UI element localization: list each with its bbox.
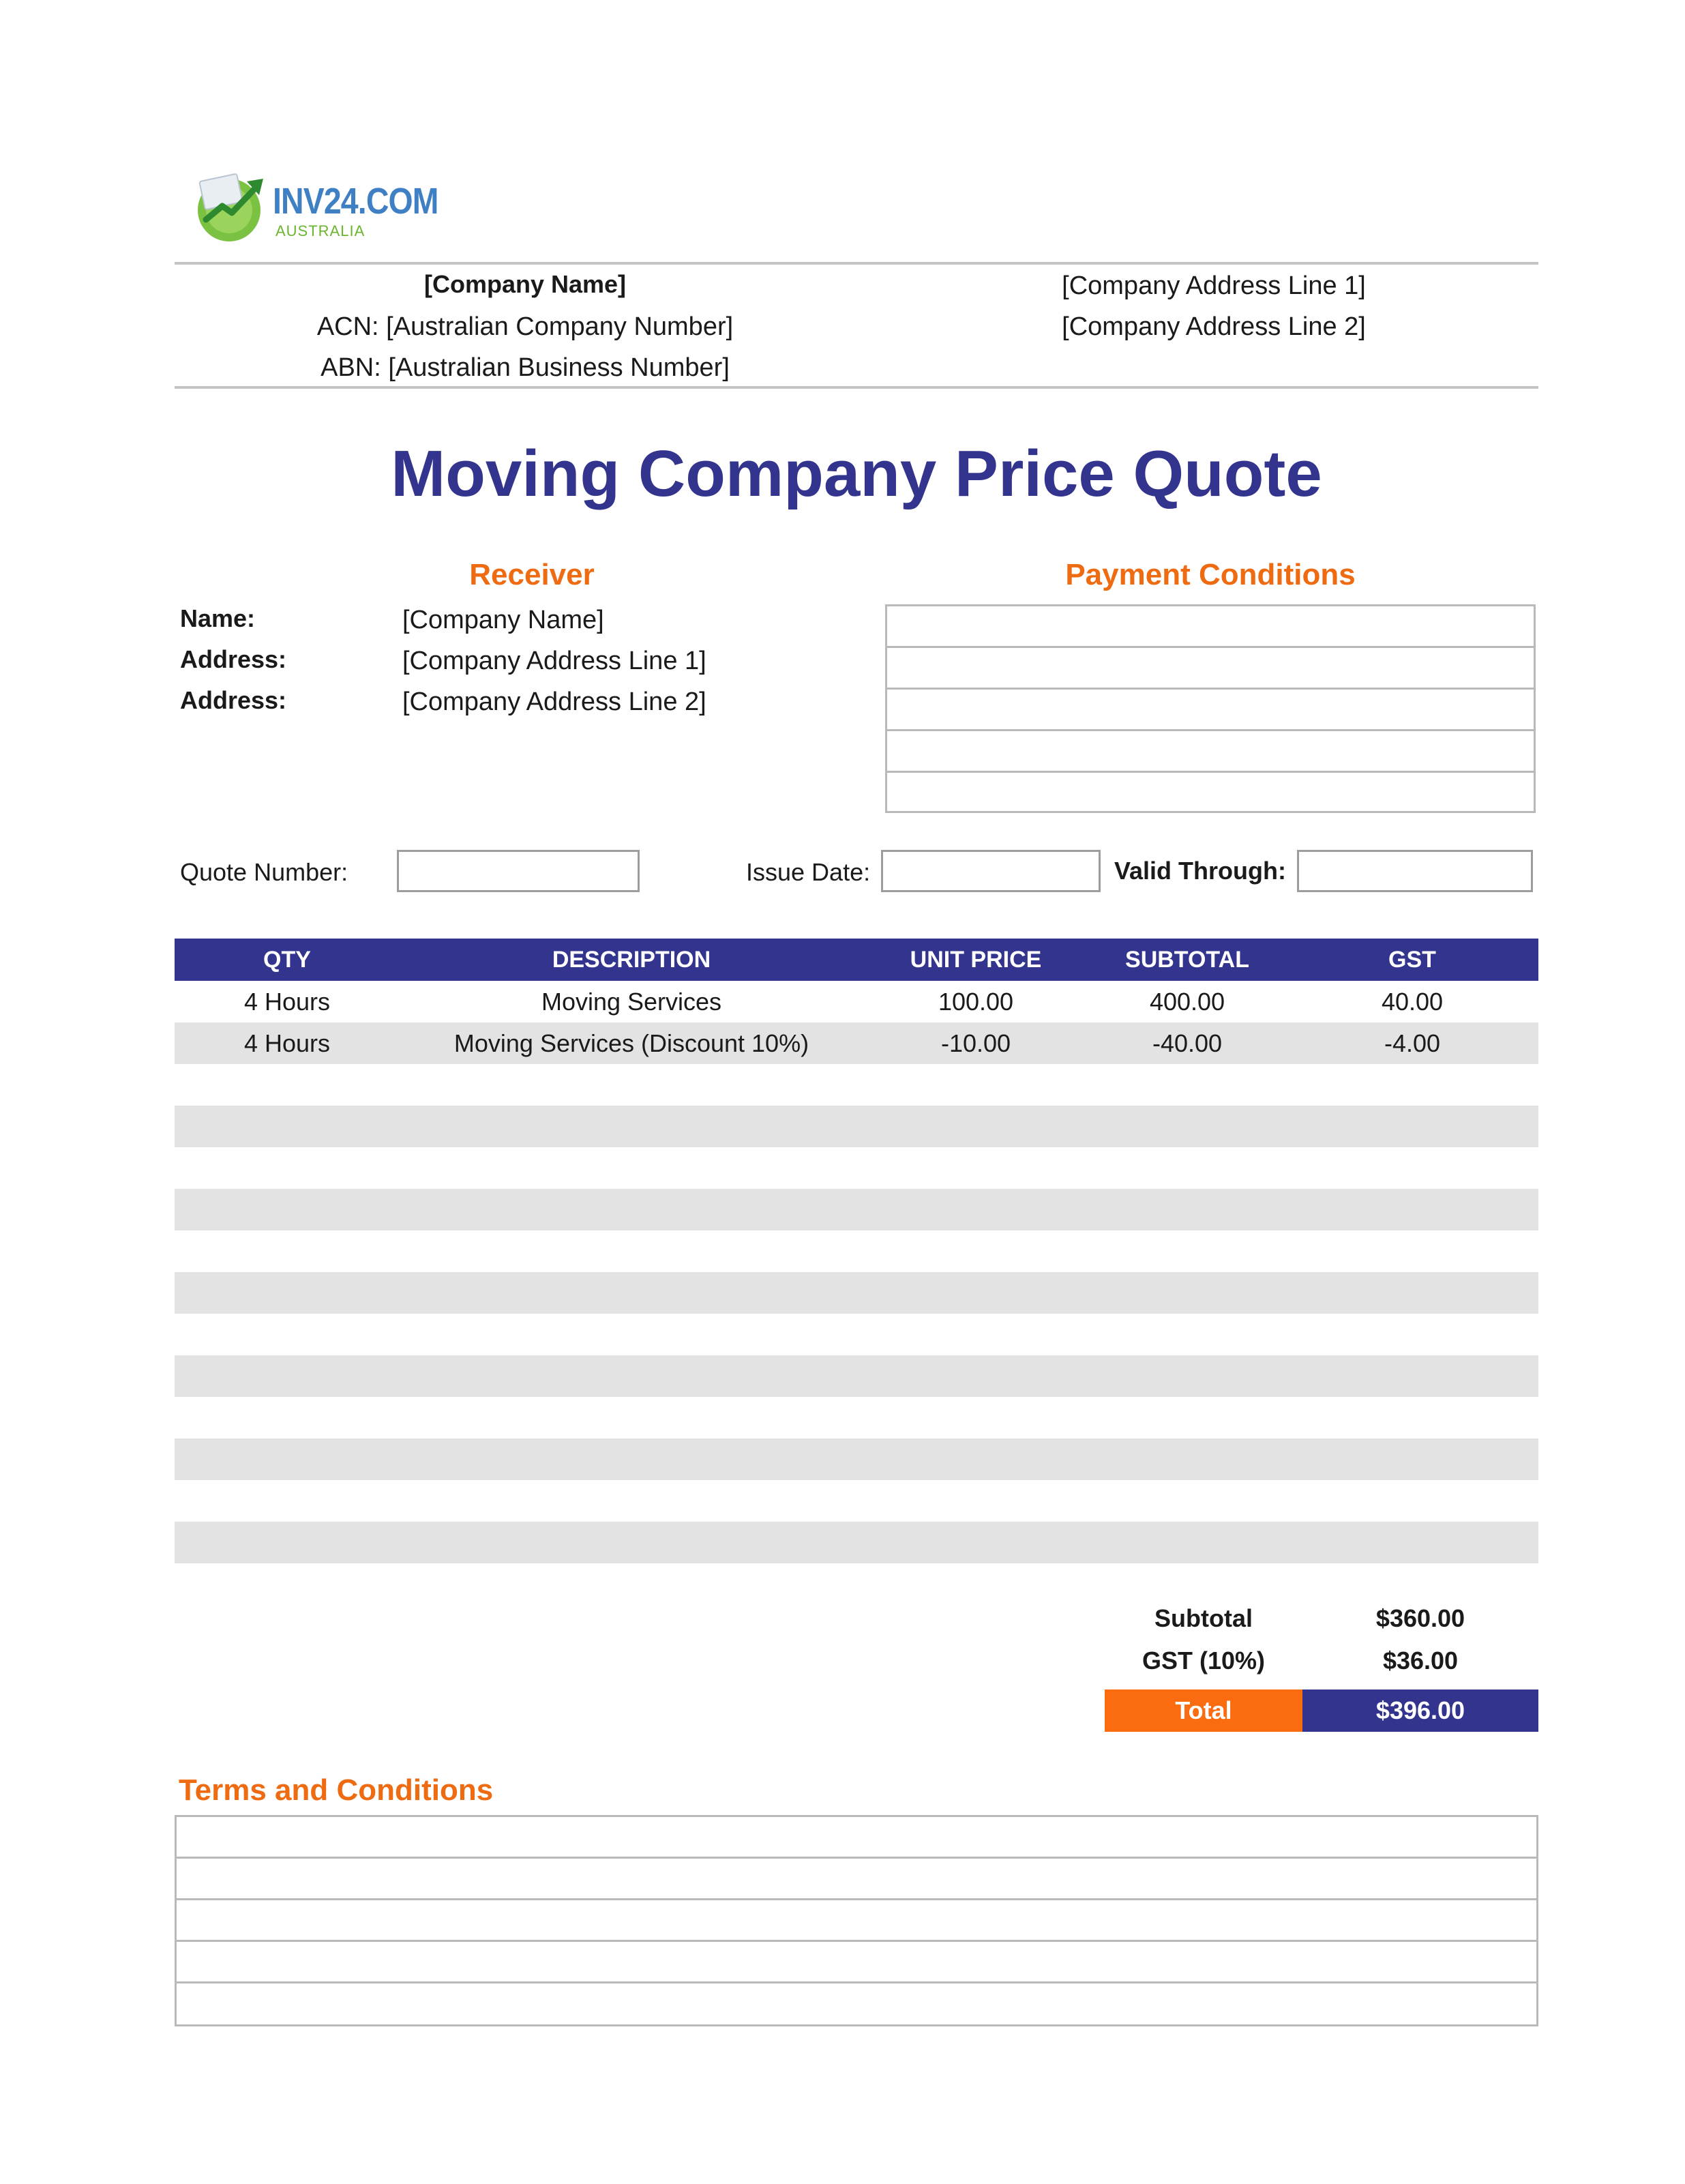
- cell-gst: 40.00: [1381, 988, 1444, 1016]
- table-row: [175, 981, 1538, 1022]
- table-row-empty: [175, 1480, 1538, 1522]
- terms-row[interactable]: [177, 1817, 1536, 1859]
- receiver-name-value: [Company Name]: [402, 606, 604, 634]
- payment-conditions-row[interactable]: [887, 606, 1534, 648]
- column-header-gst: GST: [1388, 947, 1436, 973]
- total-value: $396.00: [1302, 1689, 1538, 1732]
- cell-description: Moving Services: [541, 988, 722, 1016]
- items-table-header: [175, 939, 1538, 981]
- company-logo: [192, 171, 438, 246]
- cell-gst: -4.00: [1384, 1029, 1441, 1057]
- table-row-empty: [175, 1147, 1538, 1189]
- logo-subtitle: AUSTRALIA: [275, 222, 366, 239]
- column-header-qty: QTY: [263, 947, 311, 973]
- issue-date-label: Issue Date:: [746, 858, 871, 886]
- receiver-address1-label: Address:: [180, 645, 287, 673]
- company-address-line-2: [Company Address Line 2]: [1062, 312, 1366, 341]
- terms-row[interactable]: [177, 1900, 1536, 1942]
- cell-description: Moving Services (Discount 10%): [453, 1029, 809, 1057]
- table-row-empty: [175, 1438, 1538, 1480]
- page-title: Moving Company Price Quote: [391, 437, 1322, 510]
- company-acn: ACN: [Australian Company Number]: [316, 312, 734, 341]
- total-label: Total: [1105, 1689, 1302, 1732]
- table-row-empty: [175, 1230, 1538, 1272]
- table-row-empty: [175, 1522, 1538, 1563]
- cell-qty: 4 Hours: [243, 1029, 331, 1057]
- terms-row[interactable]: [177, 1859, 1536, 1900]
- payment-conditions-box: [885, 604, 1536, 813]
- table-row-empty: [175, 1189, 1538, 1230]
- table-row-empty: [175, 1106, 1538, 1147]
- quote-number-field[interactable]: [397, 850, 640, 892]
- payment-conditions-heading: Payment Conditions: [1065, 558, 1356, 591]
- logo-wordmark: INV24.COM: [273, 181, 438, 222]
- company-name: [Company Name]: [423, 270, 627, 298]
- cell-unit-price: -10.00: [940, 1029, 1011, 1057]
- valid-through-label: Valid Through:: [1114, 857, 1286, 885]
- subtotal-value: $360.00: [1375, 1604, 1465, 1632]
- terms-row[interactable]: [177, 1983, 1536, 2025]
- cell-subtotal: -40.00: [1152, 1029, 1223, 1057]
- terms-row[interactable]: [177, 1942, 1536, 1983]
- column-header-subtotal: SUBTOTAL: [1125, 947, 1249, 973]
- cell-subtotal: 400.00: [1149, 988, 1225, 1016]
- header-divider-top: [175, 262, 1538, 265]
- table-row-empty: [175, 1355, 1538, 1397]
- payment-conditions-row[interactable]: [887, 690, 1534, 731]
- issue-date-field[interactable]: [881, 850, 1101, 892]
- subtotal-label: Subtotal: [1154, 1604, 1253, 1632]
- table-row-empty: [175, 1314, 1538, 1355]
- payment-conditions-row[interactable]: [887, 731, 1534, 773]
- gst-label: GST (10%): [1142, 1647, 1266, 1674]
- table-row: [175, 1022, 1538, 1064]
- receiver-address2-label: Address:: [180, 686, 287, 714]
- column-header-unit-price: UNIT PRICE: [910, 947, 1042, 973]
- gst-value: $36.00: [1382, 1647, 1459, 1674]
- valid-through-field[interactable]: [1297, 850, 1533, 892]
- quote-number-label: Quote Number:: [180, 858, 348, 886]
- table-row-empty: [175, 1397, 1538, 1438]
- payment-conditions-row[interactable]: [887, 648, 1534, 690]
- column-header-description: DESCRIPTION: [552, 947, 711, 973]
- table-row-empty: [175, 1064, 1538, 1106]
- table-row-empty: [175, 1272, 1538, 1314]
- receiver-name-label: Name:: [180, 604, 256, 632]
- receiver-address1-value: [Company Address Line 1]: [402, 647, 706, 675]
- company-address-line-1: [Company Address Line 1]: [1062, 271, 1366, 300]
- cell-qty: 4 Hours: [243, 988, 331, 1016]
- invoice-check-arrow-icon: [192, 171, 269, 244]
- terms-box: [175, 1815, 1538, 2026]
- terms-heading: Terms and Conditions: [179, 1773, 494, 1807]
- cell-unit-price: 100.00: [938, 988, 1014, 1016]
- receiver-address2-value: [Company Address Line 2]: [402, 688, 706, 716]
- receiver-heading: Receiver: [469, 558, 595, 591]
- header-divider-bottom: [175, 386, 1538, 389]
- payment-conditions-row[interactable]: [887, 773, 1534, 814]
- company-abn: ABN: [Australian Business Number]: [320, 353, 730, 382]
